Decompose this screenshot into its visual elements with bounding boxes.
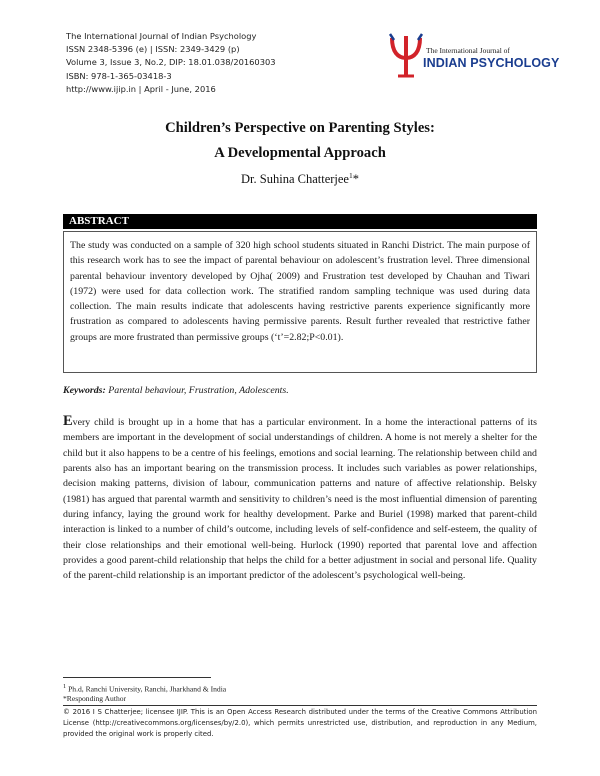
abstract-box (63, 231, 537, 373)
psi-trident-icon (388, 32, 428, 82)
website-date-line: http://www.ijip.in | April - June, 2016 (66, 83, 216, 94)
drop-cap: E (63, 413, 73, 429)
body-text: very child is brought up in a home that has a particular environment. In a home the interactional patterns of its members are important in the development of social understandings of children. A home is not merely a shelter for the child but it also happens to be a centre of his feelings, emotions and social learning. The relationship between child and parents also has an important bearing on the transmission process. It includes such variables as power relationships, decision making patterns, division of labour, communication patterns and nature of affective relationship. Belsky (1981) has argued that parental warmth and sensitivity to children’s need is the most influential dimension of parenting during infancy, laying the ground work for healthy development. Parke and Buriel (1998) marked that parent-child interaction is linked to a number of child’s outcome, including levels of self-confidence and self-esteem, the quality of their close relationships and their emotional well-being. Hurlock (1990) reported that parental love and affection provides a good parent-child relationship that helps the child for a better adjustment in social and personal life. Quality of the parent-child relationship is an important predictor of the adolescent’s psychological well-being. (63, 417, 537, 582)
license-divider (63, 705, 537, 706)
journal-name: The International Journal of Indian Psychology (66, 31, 257, 41)
author-line (0, 171, 600, 187)
article-title-line1: Children’s Perspective on Parenting Styles: (165, 120, 435, 136)
footnote-affiliation (63, 683, 226, 694)
article-title-line2: A Developmental Approach (214, 145, 386, 161)
logo-title: INDIAN PSYCHOLOGY (423, 56, 560, 70)
journal-logo (388, 32, 560, 82)
footnote-marker: 1 (63, 683, 67, 690)
license-text: © 2016 I S Chatterjee; licensee IJIP. This is an Open Access Research distributed under the terms of the Creative Commons Attribution License (http://creativecommons.org/licenses/by/2.0), which permits unrestricted use, distribution, and reproduction in any Medium, provided the original work is properly cited. (63, 708, 537, 738)
abstract-heading: ABSTRACT (63, 214, 537, 229)
keywords-label: Keywords: (63, 385, 106, 396)
journal-header (66, 30, 276, 96)
footnote-affiliation-text: Ph.d, Ranchi University, Ranchi, Jharkhand & India (68, 684, 227, 694)
corresponding-marker: * (352, 172, 359, 187)
author-affiliation-marker: 1 (348, 171, 353, 180)
abstract-text: The study was conducted on a sample of 320 high school students situated in Ranchi District. The main purpose of this research work has to see the impact of parental behaviour on adolescent’s frustration level. Three dimensional parental behaviour inventory developed by Ojha( 2009) and Frustration test developed by Chauhan and Tiwari (1972) were used for data collection work. The stratified random sampling technique was used during data collection. The main results indicate that adolescents having restrictive parents experience significantly more frustration as compared to adolescents having permissive parents. Result further revealed that restrictive father groups are more frustrated than permissive groups (‘t’=2.82;P<0.01). (70, 240, 530, 343)
author-name: Dr. Suhina Chatterjee (241, 172, 349, 187)
volume-line: Volume 3, Issue 3, No.2, DIP: 18.01.038/20160303 (66, 57, 276, 68)
footnote-divider (63, 677, 211, 678)
body-paragraph (63, 414, 537, 584)
logo-subtitle: The International Journal of (426, 46, 510, 55)
isbn-line: ISBN: 978-1-365-03418-3 (66, 70, 172, 81)
keywords-text: Parental behaviour, Frustration, Adolescents. (108, 385, 289, 396)
footnote-responding-author: *Responding Author (63, 694, 127, 703)
issn-line: ISSN 2348-5396 (e) | ISSN: 2349-3429 (p) (66, 44, 240, 55)
keywords-line (63, 385, 289, 396)
